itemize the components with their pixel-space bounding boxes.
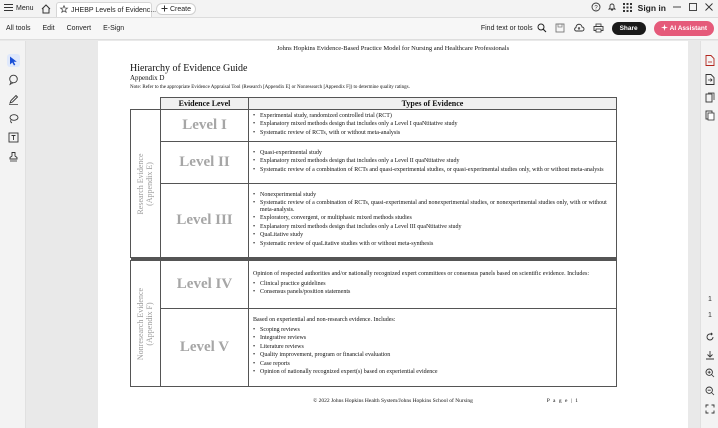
list-item: • Case reports (253, 361, 612, 368)
list-item: • Systematic review of a combination of RCTs and quasi-experimental studies, or quasi-experimental studies only, with or without meta-analysis (253, 167, 612, 174)
list-item: • Consensus panels/position statements (253, 289, 612, 296)
research-evidence-cell (131, 110, 161, 258)
document-footer: © 2022 Johns Hopkins Health System/Johns Hopkins School of Nursing (313, 398, 473, 404)
level-intro: Opinion of respected authorities and/or nationally recognized expert committees or consensus panels based on scientific evidence. Includes: (253, 271, 590, 278)
list-item: • Experimental study, randomized controlled trial (RCT) (253, 113, 612, 120)
level-types (249, 309, 617, 387)
nonresearch-evidence-cell (131, 261, 161, 387)
save-icon[interactable] (555, 23, 565, 35)
nonresearch-appendix-text: (Appendix F) (144, 301, 154, 346)
export-pdf-icon[interactable] (704, 73, 716, 85)
hamburger-icon (4, 4, 13, 13)
right-rail (700, 41, 718, 428)
list-item: • Quality improvement, program or financial evaluation (253, 352, 612, 359)
document-subtitle: Appendix D (130, 74, 165, 82)
copy-pages-icon[interactable] (704, 109, 716, 121)
menu-convert[interactable]: Convert (66, 25, 92, 32)
list-item: • Exploratory, convergent, or multiphasic mixed methods studies (253, 215, 612, 222)
header-evidence-level: Evidence Level (161, 98, 249, 110)
level-types (249, 184, 617, 258)
find-label: Find text or tools (480, 25, 533, 32)
bell-icon[interactable] (607, 2, 617, 14)
page-count: 1 (708, 311, 712, 319)
rotate-icon[interactable] (704, 331, 716, 343)
print-icon[interactable] (593, 23, 604, 35)
pen-icon[interactable] (7, 93, 20, 106)
nonresearch-evidence-text: Nonresearch Evidence (135, 287, 145, 360)
table-row (131, 142, 617, 184)
level-name: Level IV (161, 261, 249, 309)
research-evidence-text: Research Evidence (135, 152, 145, 215)
level-types (249, 261, 617, 309)
download-icon[interactable] (704, 349, 716, 361)
ai-assistant-label: AI Assistant (669, 25, 707, 32)
list-item: • Systematic review of quaLitative studies with or without meta-synthesis (253, 241, 612, 248)
list-item: • Systematic review of a combination of RCTs, quasi-experimental and nonexperimental studies, or nonexperimental studies only, with or without meta-analysis. (253, 200, 612, 214)
upload-cloud-icon[interactable] (573, 23, 585, 35)
apps-grid-icon[interactable] (623, 3, 632, 14)
list-item: • Explanatory mixed methods design that includes only a Level III quaNtitative study (253, 224, 612, 231)
maximize-icon[interactable] (688, 2, 698, 14)
menu-label: Menu (16, 5, 34, 12)
select-cursor-icon[interactable] (7, 54, 20, 67)
header-empty-cell (131, 98, 161, 110)
find-text-button[interactable] (481, 23, 547, 35)
create-button[interactable] (156, 3, 196, 15)
plus-icon (161, 5, 168, 14)
table-row (131, 309, 617, 387)
text-box-icon[interactable] (7, 131, 20, 144)
ai-assistant-button[interactable] (654, 21, 714, 36)
level-intro: Based on experiential and non-research evidence. Includes: (253, 317, 396, 324)
list-item: • Explanatory mixed methods design that includes only a Level I quaNtitative study (253, 121, 612, 128)
create-label: Create (170, 5, 192, 13)
list-item: • QuaLitative study (253, 232, 612, 239)
level-name: Level III (161, 184, 249, 258)
star-icon[interactable] (60, 5, 68, 15)
edit-pdf-icon[interactable] (704, 54, 716, 66)
list-item: • Nonexperimental study (253, 192, 612, 199)
list-item: • Literature reviews (253, 344, 612, 351)
close-window-icon[interactable] (704, 2, 714, 14)
list-item: • Clinical practice guidelines (253, 281, 612, 288)
menu-edit[interactable]: Edit (42, 25, 55, 32)
nonresearch-evidence-label (137, 287, 155, 359)
zoom-out-icon[interactable] (704, 385, 716, 397)
lasso-icon[interactable] (7, 112, 20, 125)
minimize-icon[interactable] (672, 2, 682, 14)
title-bar (0, 0, 718, 18)
list-item: • Scoping reviews (253, 327, 612, 334)
sign-in-button[interactable]: Sign in (637, 3, 666, 13)
list-item: • Opinion of nationally recognized expert(s) based on experiential evidence (253, 369, 612, 376)
level-types (249, 110, 617, 142)
table-row (131, 261, 617, 309)
comment-icon[interactable] (7, 73, 20, 86)
toolbar-menus (6, 25, 124, 32)
table-row (131, 184, 617, 258)
list-item: • Quasi-experimental study (253, 150, 612, 157)
left-tool-rail (0, 41, 26, 428)
list-item: • Integrative reviews (253, 335, 612, 342)
fit-page-icon[interactable] (704, 403, 716, 415)
current-page-number[interactable]: 1 (708, 295, 712, 303)
svg-text:?: ? (593, 5, 598, 12)
share-button[interactable]: Share (612, 22, 646, 35)
evidence-table (130, 97, 617, 387)
main-toolbar (0, 18, 718, 40)
toolbar-tools (481, 21, 714, 36)
level-name: Level I (161, 110, 249, 142)
menu-button[interactable] (4, 4, 34, 13)
header-types-of-evidence: Types of Evidence (249, 98, 617, 110)
list-item: • Systematic review of RCTs, with or without meta-analysis (253, 130, 612, 137)
stamp-icon[interactable] (7, 150, 20, 163)
search-icon (537, 23, 547, 35)
level-types (249, 142, 617, 184)
tab-title: JHEBP Levels of Evidenc... (71, 6, 157, 14)
zoom-in-icon[interactable] (704, 367, 716, 379)
level-name: Level II (161, 142, 249, 184)
sparkle-icon (661, 24, 668, 33)
document-tab[interactable] (56, 2, 157, 17)
table-header-row (131, 98, 617, 110)
level-name: Level V (161, 309, 249, 387)
organize-pages-icon[interactable] (704, 91, 716, 103)
document-title: Hierarchy of Evidence Guide (130, 63, 248, 74)
page-label: P a g e | 1 (546, 398, 579, 404)
document-note: Note: Refer to the appropriate Evidence Appraisal Tool (Research [Appendix E] or Nonresearch [Appendix F]) to determine quality ratings. (130, 85, 410, 90)
research-appendix-text: (Appendix E) (144, 161, 154, 206)
menu-e-sign[interactable]: E-Sign (103, 25, 125, 32)
research-evidence-label (137, 153, 155, 214)
menu-all-tools[interactable]: All tools (6, 25, 31, 32)
document-header: Johns Hopkins Evidence-Based Practice Model for Nursing and Healthcare Professionals (276, 45, 510, 52)
help-icon[interactable] (591, 2, 601, 14)
home-icon[interactable] (40, 3, 52, 15)
titlebar-right (591, 2, 714, 14)
pdf-page (98, 41, 688, 428)
table-row (131, 110, 617, 142)
list-item: • Explanatory mixed methods design that includes only a Level II quaNtitative study (253, 158, 612, 165)
